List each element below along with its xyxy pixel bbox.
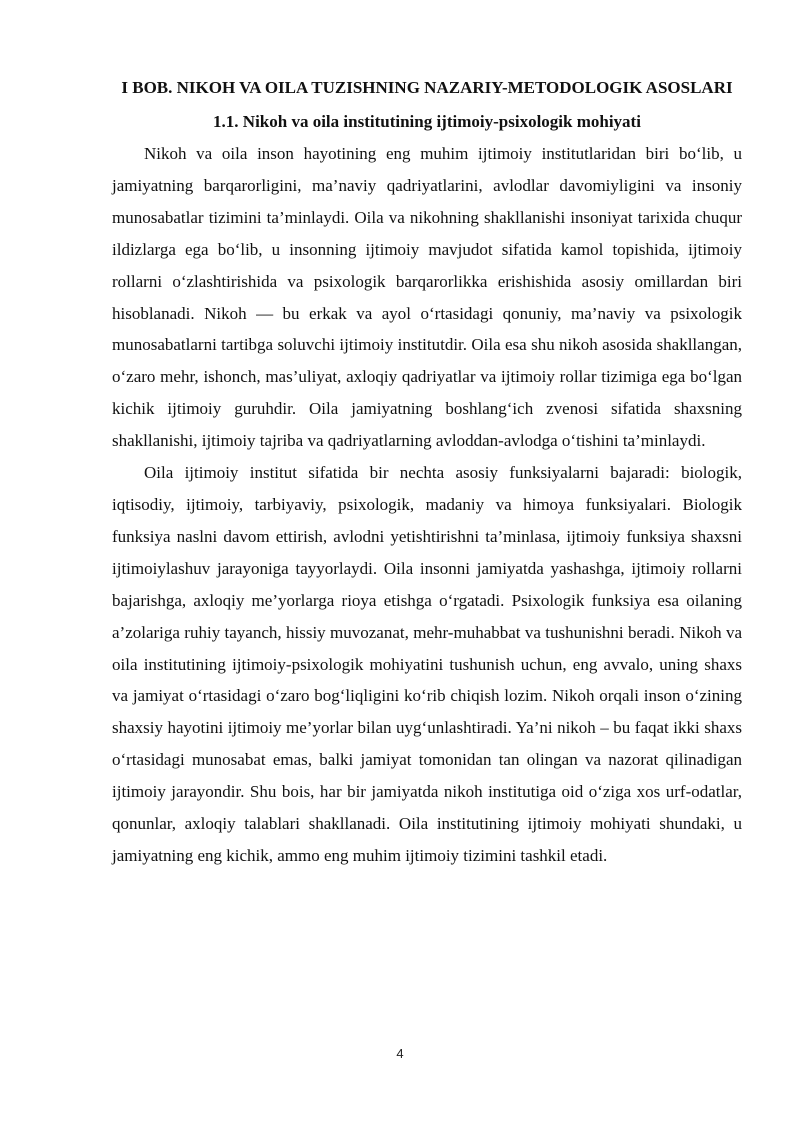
- body-paragraph: Oila ijtimoiy institut sifatida bir nechta asosiy funksiyalarni bajaradi: biologik, iqtisodiy, ijtimoiy, tarbiyaviy, psixologik, madaniy va himoya funksiyalari. Biologik funksiya naslni davom ettirish, avlodni yetishtirishni ta’minlasa, ijtimoiy funksiya shaxsni ijtimoiylashuv jarayoniga tayyorlaydi. Oila insonni jamiyatda yashashga, ijtimoiy rollarni bajarishga, axloqiy me’yorlarga rioya etishga o‘rgatadi. Psixologik funksiya esa oilaning a’zolariga ruhiy tayanch, hissiy muvozanat, mehr-muhabbat va tushunishni beradi. Nikoh va oila institutining ijtimoiy-psixologik mohiyatini tushunish uchun, eng avvalo, uning shaxs va jamiyat o‘rtasidagi o‘zaro bog‘liqligini ko‘rib chiqish lozim. Nikoh orqali inson o‘zining shaxsiy hayotini ijtimoiy me’yorlar bilan uyg‘unlashtiradi. Ya’ni nikoh – bu faqat ikki shaxs o‘rtasidagi munosabat emas, balki jamiyat tomonidan tan olingan va nazorat qilinadigan ijtimoiy jarayondir. Shu bois, har bir jamiyatda nikoh institutiga oid o‘ziga xos urf-odatlar, qonunlar, axloqiy talablari shakllanadi. Oila institutining ijtimoiy mohiyati shundaki, u jamiyatning eng kichik, ammo eng muhim ijtimoiy tizimini tashkil etadi.: [112, 463, 742, 865]
- page-content: [112, 72, 742, 872]
- body-paragraph: Nikoh va oila inson hayotining eng muhim ijtimoiy institutlaridan biri bo‘lib, u jamiyatning barqarorligini, ma’naviy qadriyatlarini, avlodlar davomiyligini va insoniy munosabatlar tizimini ta’minlaydi. Oila va nikohning shakllanishi insoniyat tarixida chuqur ildizlarga ega bo‘lib, u insonning ijtimoiy mavjudot sifatida kamol topishida, ijtimoiy rollarni o‘zlashtirishida va psixologik barqarorlikka erishishida asosiy omillardan biri hisoblanadi. Nikoh — bu erkak va ayol o‘rtasidagi qonuniy, ma’naviy va psixologik munosabatlarni tartibga soluvchi ijtimoiy institutdir. Oila esa shu nikoh asosida shakllangan, o‘zaro mehr, ishonch, mas’uliyat, axloqiy qadriyatlar va ijtimoiy rollar tizimiga ega bo‘lgan kichik ijtimoiy guruhdir. Oila jamiyatning boshlang‘ich zvenosi sifatida shaxsning shakllanishi, ijtimoiy tajriba va qadriyatlarning avloddan-avlodga o‘tishini ta’minlaydi.: [112, 144, 742, 451]
- chapter-title: I BOB. NIKOH VA OILA TUZISHNING NAZARIY-METODOLOGIK ASOSLARI: [121, 78, 733, 97]
- section-title: 1.1. Nikoh va oila institutining ijtimoiy-psixologik mohiyati: [213, 112, 641, 131]
- page-number: 4: [396, 1046, 404, 1061]
